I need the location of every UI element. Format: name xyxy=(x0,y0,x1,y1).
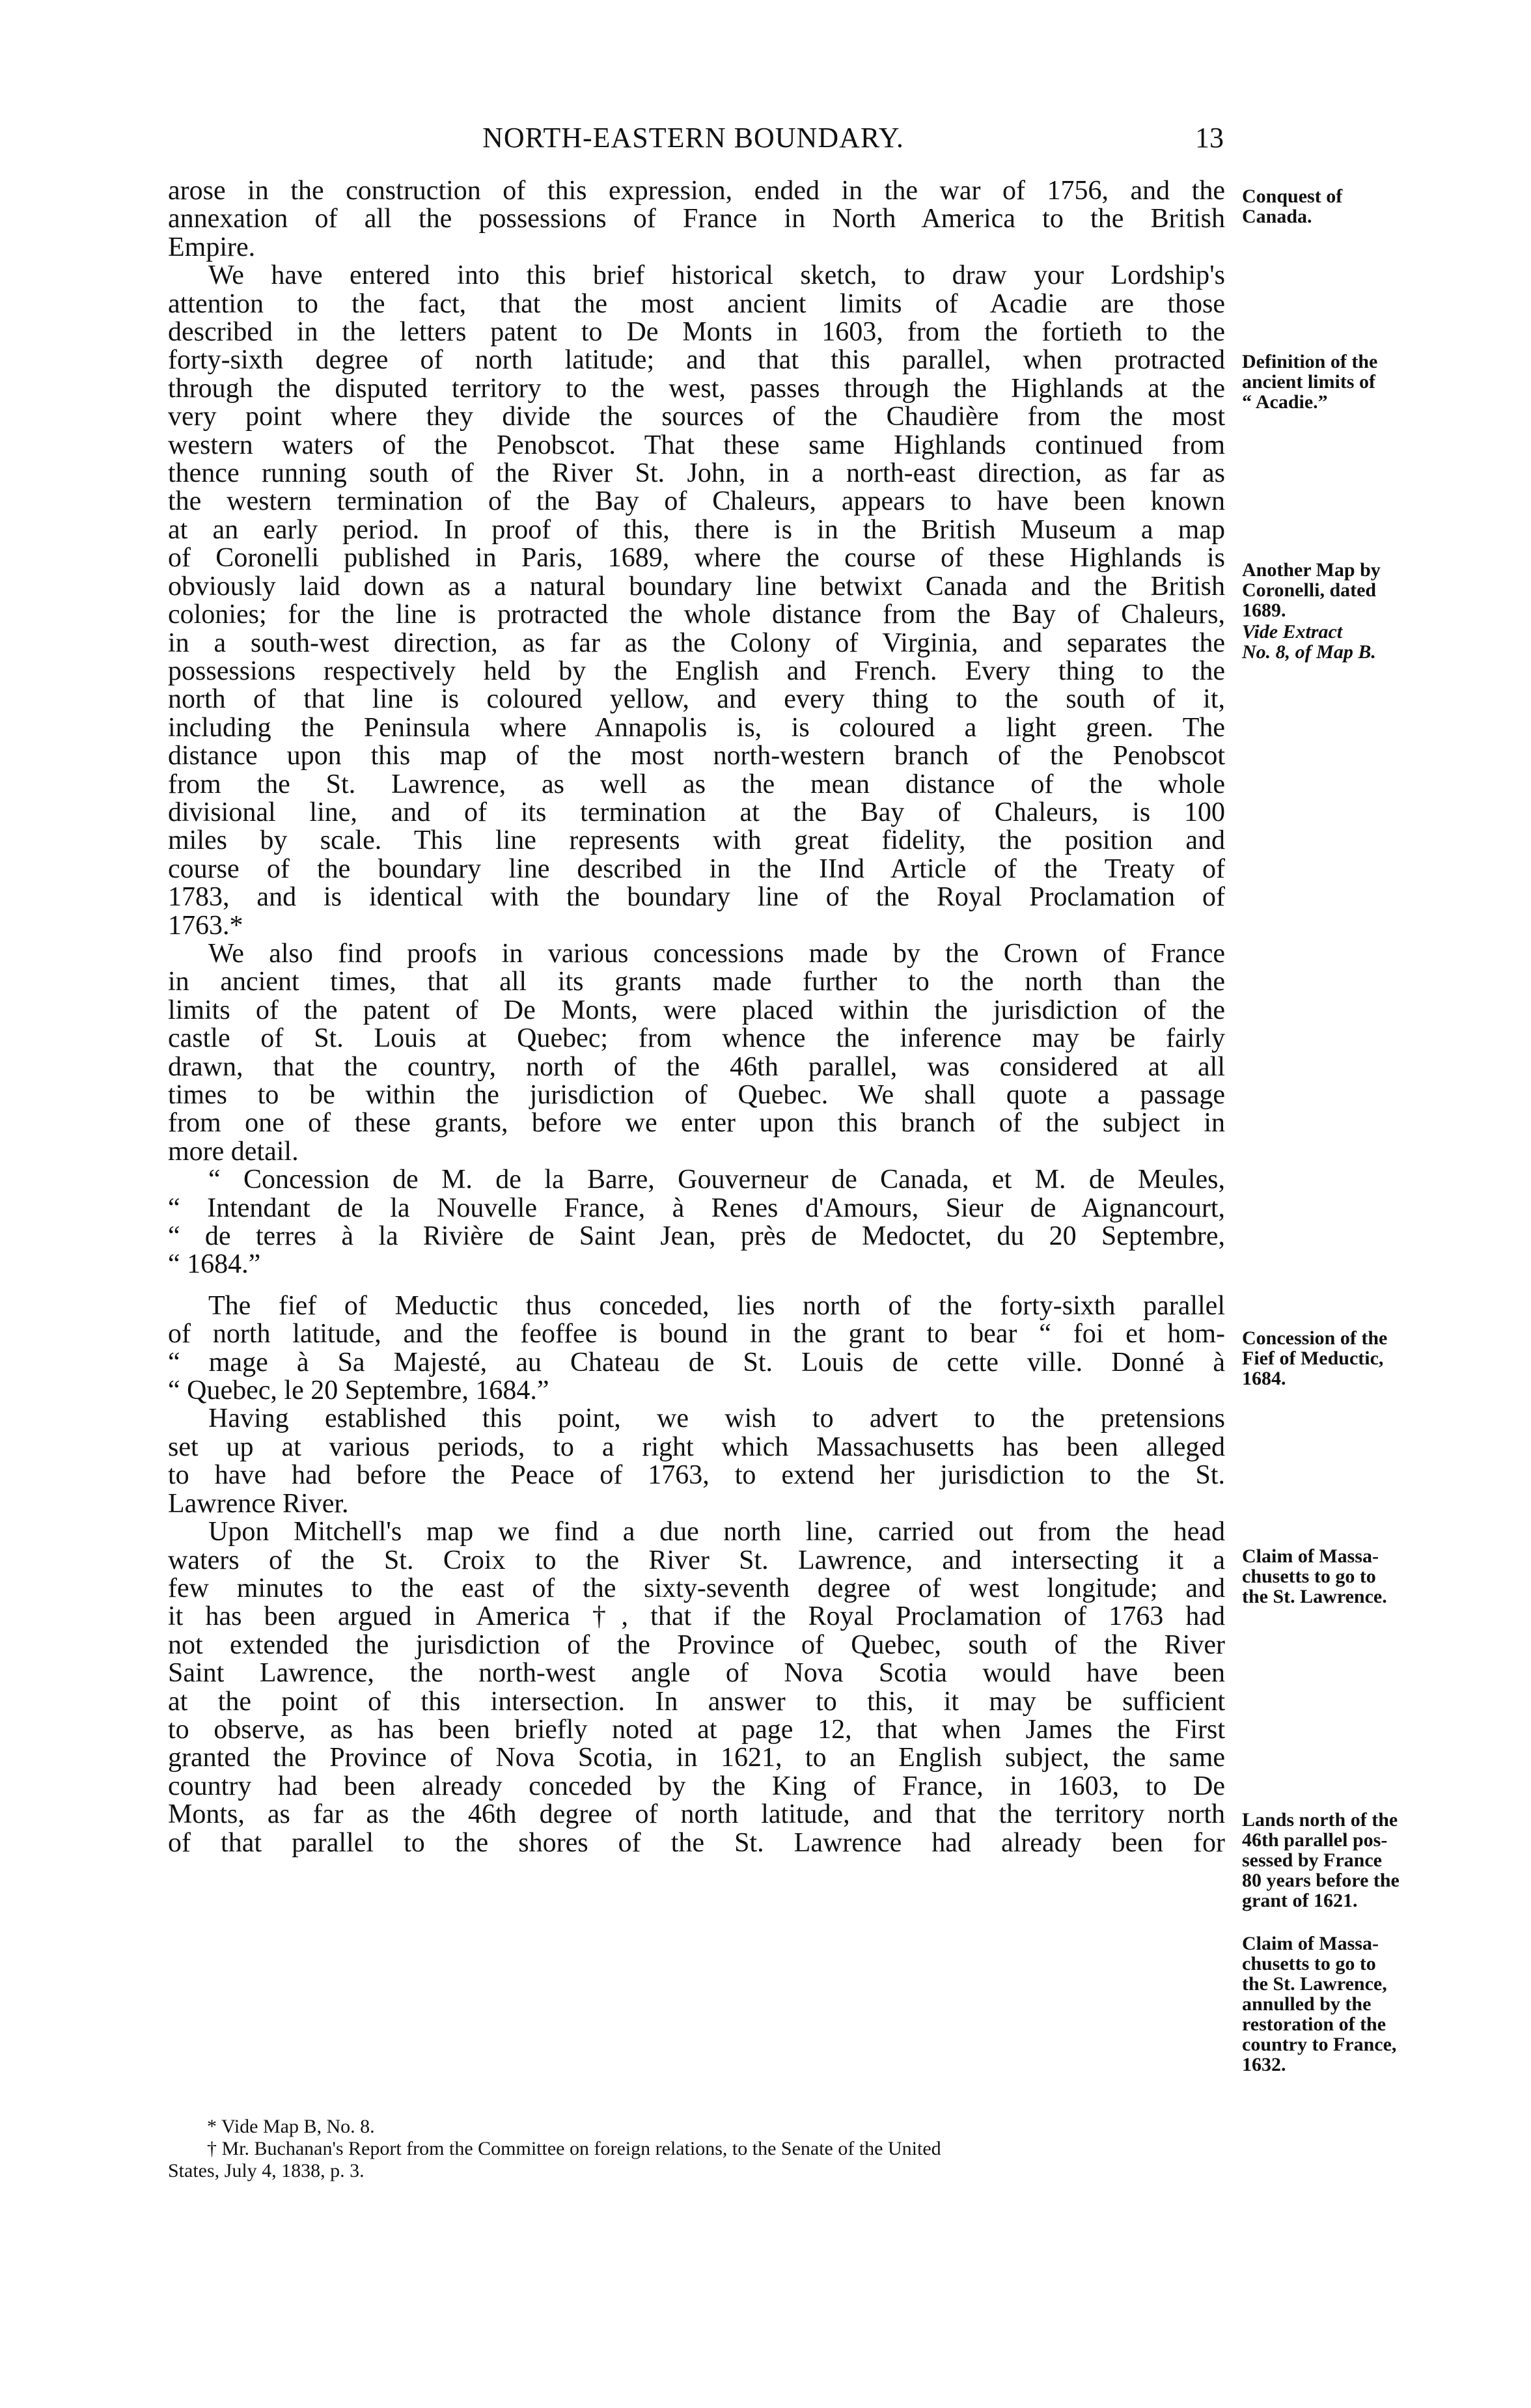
marginal-note-line: Claim of Massa- xyxy=(1242,1933,1379,1954)
text-line: to observe, as has been briefly noted at page 12, that when James the First xyxy=(168,1715,1225,1745)
marginal-note-line: sessed by France xyxy=(1242,1849,1382,1871)
text-line: in a south-west direction, as far as the Colony of Virginia, and separates the xyxy=(168,629,1225,657)
text-line: including the Peninsula where Annapolis is, is coloured a light green. The xyxy=(168,713,1225,743)
text-line: Monts, as far as the 46th degree of north latitude, and that the territory north xyxy=(168,1801,1225,1829)
text-line: course of the boundary line described in the IInd Article of the Treaty of xyxy=(168,855,1225,884)
text-line: from the St. Lawrence, as well as the mean distance of the whole xyxy=(168,770,1225,799)
marginal-note xyxy=(1242,1546,1444,1607)
text-line: arose in the construction of this expression, ended in the war of 1756, and the xyxy=(168,177,1225,206)
marginal-note-line: Definition of the xyxy=(1242,351,1378,372)
footnote-2-continued: States, July 4, 1838, p. 3. xyxy=(168,2160,365,2181)
text-line: “ Intendant de la Nouvelle France, à Renes d'Amours, Sieur de Aignancourt, xyxy=(168,1194,1225,1223)
page-header xyxy=(163,116,1224,161)
text-line: colonies; for the line is protracted the whole distance from the Bay of Chaleurs, xyxy=(168,601,1225,630)
text-line: The fief of Meductic thus conceded, lies north of the forty-sixth parallel xyxy=(208,1292,1225,1321)
footnote-2: † Mr. Buchanan's Report from the Committee on foreign relations, to the Senate of the United xyxy=(207,2138,941,2159)
marginal-note-line: Coronelli, dated xyxy=(1242,579,1377,601)
text-line: Having established this point, we wish to advert to the pretensions xyxy=(208,1405,1225,1433)
text-line: miles by scale. This line represents with great fidelity, the position and xyxy=(168,827,1225,855)
text-line: from one of these grants, before we enter upon this branch of the subject in xyxy=(168,1109,1225,1138)
marginal-note xyxy=(1242,560,1444,620)
text-line: very point where they divide the sources of the Chaudière from the most xyxy=(168,403,1225,432)
text-line: “ 1684.” xyxy=(168,1251,261,1279)
marginal-note-line: Vide Extract xyxy=(1242,621,1343,643)
marginal-note-line: Conquest of xyxy=(1242,186,1343,207)
text-line: “ Concession de M. de la Barre, Gouverneur de Canada, et M. de Meules, xyxy=(208,1166,1225,1195)
marginal-note xyxy=(1242,1328,1444,1389)
text-line: few minutes to the east of the sixty-seventh degree of west longitude; and xyxy=(168,1574,1225,1603)
marginal-note-line: annulled by the xyxy=(1242,1993,1372,2015)
text-line: it has been argued in America †, that if the Royal Proclamation of 1763 had xyxy=(168,1603,1225,1631)
text-line: of that parallel to the shores of the St. Lawrence had already been for xyxy=(168,1829,1225,1857)
footnote-1: * Vide Map B, No. 8. xyxy=(207,2116,375,2137)
marginal-note-line: 1632. xyxy=(1242,2054,1286,2075)
text-line: times to be within the jurisdiction of Quebec. We shall quote a passage xyxy=(168,1081,1225,1110)
marginal-note-line: the St. Lawrence. xyxy=(1242,1586,1387,1607)
text-line: distance upon this map of the most north-western branch of the Penobscot xyxy=(168,742,1225,771)
text-line: in ancient times, that all its grants made further to the north than the xyxy=(168,968,1225,997)
marginal-note-line: chusetts to go to xyxy=(1242,1566,1376,1587)
marginal-note xyxy=(1242,622,1444,662)
text-line: western waters of the Penobscot. That these same Highlands continued from xyxy=(168,431,1225,460)
text-line: to have had before the Peace of 1763, to extend her jurisdiction to the St. xyxy=(168,1461,1225,1490)
text-line: described in the letters patent to De Monts in 1603, from the fortieth to the xyxy=(168,318,1225,347)
marginal-note-line: 1684. xyxy=(1242,1368,1286,1389)
text-line: through the disputed territory to the west, passes through the Highlands at the xyxy=(168,374,1225,404)
marginal-note xyxy=(1242,1933,1444,2075)
marginal-note-line: chusetts to go to xyxy=(1242,1953,1376,1974)
marginal-note-line: Concession of the xyxy=(1242,1327,1388,1349)
text-line: Empire. xyxy=(168,233,256,262)
text-line: the western termination of the Bay of Chaleurs, appears to have been known xyxy=(168,488,1225,516)
text-line: north of that line is coloured yellow, and every thing to the south of it, xyxy=(168,685,1225,714)
text-line: “ mage à Sa Majesté, au Chateau de St. Louis de cette ville. Donné à xyxy=(168,1348,1225,1377)
text-line: more detail. xyxy=(168,1137,299,1167)
text-line: waters of the St. Croix to the River St. Lawrence, and intersecting it a xyxy=(168,1546,1225,1575)
marginal-note-line: the St. Lawrence, xyxy=(1242,1973,1387,1995)
marginal-note xyxy=(1242,352,1444,412)
text-line: of Coronelli published in Paris, 1689, where the course of these Highlands is xyxy=(168,544,1225,573)
marginal-note-line: “ Acadie.” xyxy=(1242,391,1328,413)
text-line: Upon Mitchell's map we find a due north line, carried out from the head xyxy=(208,1518,1225,1547)
text-line: divisional line, and of its termination at the Bay of Chaleurs, is 100 xyxy=(168,798,1225,827)
marginal-note-line: grant of 1621. xyxy=(1242,1890,1358,1911)
marginal-note-line: Canada. xyxy=(1242,206,1312,227)
text-line: 1763.* xyxy=(168,911,243,940)
text-line: at the point of this intersection. In answer to this, it may be sufficient xyxy=(168,1687,1225,1716)
text-line: We have entered into this brief historical sketch, to draw your Lordship's xyxy=(208,262,1225,290)
marginal-note-line: 80 years before the xyxy=(1242,1870,1400,1891)
text-line: attention to the fact, that the most ancient limits of Acadie are those xyxy=(168,290,1225,319)
text-line: granted the Province of Nova Scotia, in 1621, to an English subject, the same xyxy=(168,1744,1225,1773)
text-line: at an early period. In proof of this, there is in the British Museum a map xyxy=(168,516,1225,545)
text-line: We also find proofs in various concessions made by the Crown of France xyxy=(208,939,1225,969)
text-line: obviously laid down as a natural boundary line betwixt Canada and the British xyxy=(168,572,1225,602)
text-line: “ Quebec, le 20 Septembre, 1684.” xyxy=(168,1377,549,1405)
marginal-note-line: ancient limits of xyxy=(1242,371,1375,393)
text-line: castle of St. Louis at Quebec; from whence the inference may be fairly xyxy=(168,1025,1225,1053)
marginal-note-line: No. 8, of Map B. xyxy=(1242,641,1376,663)
page-number: 13 xyxy=(1195,122,1224,154)
marginal-note xyxy=(1242,186,1444,227)
text-line: “ de terres à la Rivière de Saint Jean, près de Medoctet, du 20 Septembre, xyxy=(168,1223,1225,1251)
text-line: thence running south of the River St. John, in a north-east direction, as far as xyxy=(168,460,1225,488)
body-text xyxy=(168,177,1225,1857)
text-line: not extended the jurisdiction of the Province of Quebec, south of the River xyxy=(168,1631,1225,1660)
marginal-note-line: Claim of Massa- xyxy=(1242,1545,1379,1567)
text-line: of north latitude, and the feoffee is bound in the grant to bear “ foi et hom- xyxy=(168,1320,1225,1349)
text-line: country had been already conceded by the King of France, in 1603, to De xyxy=(168,1772,1225,1801)
text-line: Saint Lawrence, the north-west angle of Nova Scotia would have been xyxy=(168,1659,1225,1688)
text-line: limits of the patent of De Monts, were placed within the jurisdiction of the xyxy=(168,996,1225,1025)
marginal-note-line: Another Map by xyxy=(1242,559,1381,581)
text-line: set up at various periods, to a right which Massachusetts has been alleged xyxy=(168,1433,1225,1462)
text-line: drawn, that the country, north of the 46th parallel, was considered at all xyxy=(168,1053,1225,1081)
text-line: 1783, and is identical with the boundary line of the Royal Proclamation of xyxy=(168,883,1225,912)
running-title: NORTH-EASTERN BOUNDARY. xyxy=(482,122,904,154)
text-line: forty-sixth degree of north latitude; and that this parallel, when protracted xyxy=(168,346,1225,375)
text-line: Lawrence River. xyxy=(168,1489,349,1519)
footnotes xyxy=(168,2116,1225,2182)
marginal-note xyxy=(1242,1810,1444,1911)
text-line: annexation of all the possessions of France in North America to the British xyxy=(168,205,1225,234)
text-line: possessions respectively held by the English and French. Every thing to the xyxy=(168,657,1225,686)
marginal-note-line: Fief of Meductic, xyxy=(1242,1348,1384,1369)
marginal-note-line: Lands north of the xyxy=(1242,1809,1398,1831)
marginal-note-line: 1689. xyxy=(1242,600,1286,621)
marginal-note-line: country to France, xyxy=(1242,2034,1397,2055)
marginal-note-line: 46th parallel pos- xyxy=(1242,1829,1388,1851)
marginal-note-line: restoration of the xyxy=(1242,2014,1386,2035)
